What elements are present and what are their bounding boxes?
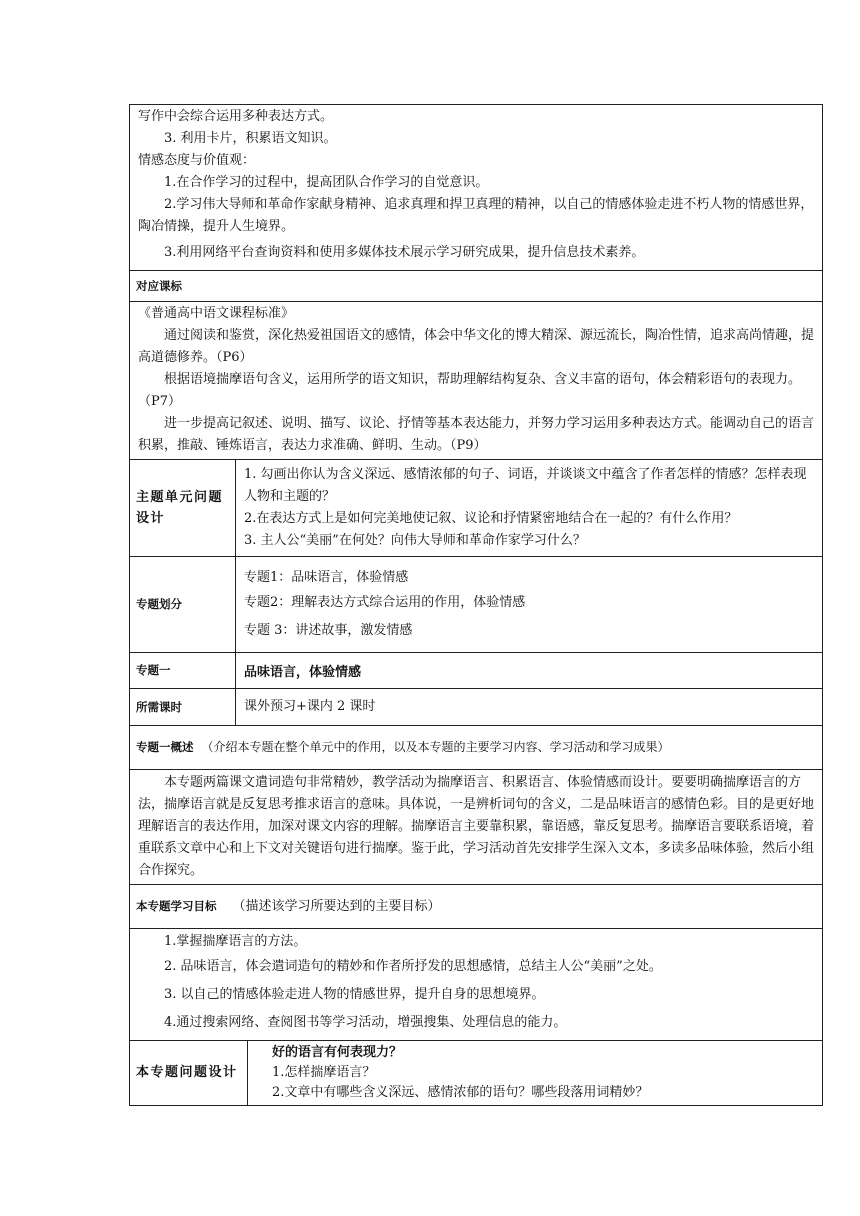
goals-note: （描述该学习所要达到的主要目标）	[232, 899, 441, 914]
overview-label: 专题一概述	[136, 740, 194, 754]
overview-content-row	[130, 770, 823, 885]
problem-design-row	[130, 1041, 823, 1106]
lesson-plan-table	[129, 104, 823, 1106]
overview-note: （介绍本专题在整个单元中的作用，以及本专题的主要学习内容、学习活动和学习成果）	[201, 740, 670, 754]
topics-label: 专题划分	[130, 557, 236, 653]
topic-item: 专题2：理解表达方式综合运用的作用，体验情感	[244, 595, 526, 610]
problem-design-heading: 好的语言有何表现力？	[272, 1045, 403, 1060]
unit-question-item: 1. 勾画出你认为含义深远、感情浓郁的句子、词语，并谈谈文中蕴含了作者怎样的情感？怎样表现人物和主题的？	[244, 467, 807, 504]
topic-one-cell	[236, 653, 823, 689]
hours-value: 课外预习+课内 2 课时	[244, 699, 376, 714]
goals-title-row	[130, 885, 823, 929]
topic-one-row	[130, 653, 823, 689]
unit-questions-label: 主题单元问题设计	[130, 460, 236, 557]
unit-questions-cell	[236, 460, 823, 557]
topic-item: 专题 3：讲述故事，激发情感	[244, 623, 413, 638]
topics-cell	[236, 557, 823, 653]
curriculum-label: 对应课标	[130, 271, 823, 302]
goals-label: 本专题学习目标	[136, 899, 217, 913]
topic-item: 专题1：品味语言，体验情感	[244, 570, 409, 585]
unit-question-item: 3. 主人公“美丽”在何处？向伟大导师和革命作家学习什么？	[244, 533, 586, 548]
curriculum-label-row	[130, 271, 823, 302]
objectives-continued-cell	[130, 105, 823, 271]
curriculum-source: 《普通高中语文课程标准》	[138, 306, 295, 321]
topics-row	[130, 557, 823, 653]
objective-line: 写作中会综合运用多种表达方式。	[138, 109, 334, 124]
overview-title-cell	[130, 726, 823, 770]
goals-content-cell	[130, 929, 823, 1041]
curriculum-paragraph: 根据语境揣摩语句含义，运用所学的语文知识，帮助理解结构复杂、含义丰富的语句，体会精彩语句的表现力。（P7）	[138, 372, 802, 409]
hours-cell	[236, 689, 823, 726]
curriculum-content-cell	[130, 302, 823, 460]
goals-title-cell	[130, 885, 823, 929]
objective-line: 2.学习伟大导师和革命作家献身精神、追求真理和捍卫真理的精神，以自己的情感体验走进不朽人物的情感世界，陶冶情操，提升人生境界。	[138, 197, 814, 234]
curriculum-paragraph: 通过阅读和鉴赏，深化热爱祖国语文的感情，体会中华文化的博大精深、源远流长，陶冶性情，追求高尚情趣，提高道德修养。（P6）	[138, 328, 815, 365]
objective-line: 3. 利用卡片，积累语文知识。	[164, 131, 337, 146]
objectives-continued-row	[130, 105, 823, 271]
overview-text: 本专题两篇课文遣词造句非常精妙，教学活动为揣摩语言、积累语言、体验情感而设计。要要明确揣摩语言的方法，揣摩语言就是反复思考推求语言的意味。具体说，一是辨析词句的含义，二是品味语言的感情色彩。目的是更好地理解语言的表达作用，加深对课文内容的理解。揣摩语言主要靠积累，靠语感，靠反复思考。揣摩语言要联系语境，着重联系文章中心和上下文对关键语句进行揣摩。鉴于此，学习活动首先安排学生深入文本，多读多品味体验，然后小组合作探究。	[138, 775, 815, 878]
topic-one-value: 品味语言，体验情感	[244, 665, 362, 680]
goal-item: 3. 以自己的情感体验走进人物的情感世界，提升自身的思想境界。	[164, 987, 545, 1002]
goal-item: 1.掌握揣摩语言的方法。	[164, 934, 307, 949]
overview-title-row	[130, 726, 823, 770]
unit-question-item: 2.在表达方式上是如何完美地使记叙、议论和抒情紧密地结合在一起的？有什么作用？	[244, 511, 738, 526]
hours-row	[130, 689, 823, 726]
goals-content-row	[130, 929, 823, 1041]
problem-design-item: 2.文章中有哪些含义深远、感情浓郁的语句？哪些段落用词精妙？	[272, 1085, 649, 1100]
problem-design-item: 1.怎样揣摩语言？	[272, 1065, 376, 1080]
hours-label: 所需课时	[130, 689, 236, 726]
problem-design-label: 本专题问题设计	[130, 1041, 248, 1106]
objective-line: 1.在合作学习的过程中，提高团队合作学习的自觉意识。	[164, 175, 489, 190]
objective-heading: 情感态度与价值观：	[138, 153, 256, 168]
curriculum-content-row	[130, 302, 823, 460]
objective-line: 3.利用网络平台查询资料和使用多媒体技术展示学习研究成果，提升信息技术素养。	[164, 245, 645, 260]
problem-design-cell	[248, 1041, 823, 1106]
overview-content-cell	[130, 770, 823, 885]
topic-one-label: 专题一	[130, 653, 236, 689]
curriculum-paragraph: 进一步提高记叙述、说明、描写、议论、抒情等基本表达能力，并努力学习运用多种表达方式。能调动自己的语言积累，推敲、锤炼语言，表达力求准确、鲜明、生动。（P9）	[138, 416, 815, 453]
goal-item: 2. 品味语言，体会遣词造句的精妙和作者所抒发的思想感情，总结主人公“美丽”之处。	[164, 959, 662, 974]
unit-questions-row	[130, 460, 823, 557]
goal-item: 4.通过搜索网络、查阅图书等学习活动，增强搜集、处理信息的能力。	[164, 1015, 567, 1030]
